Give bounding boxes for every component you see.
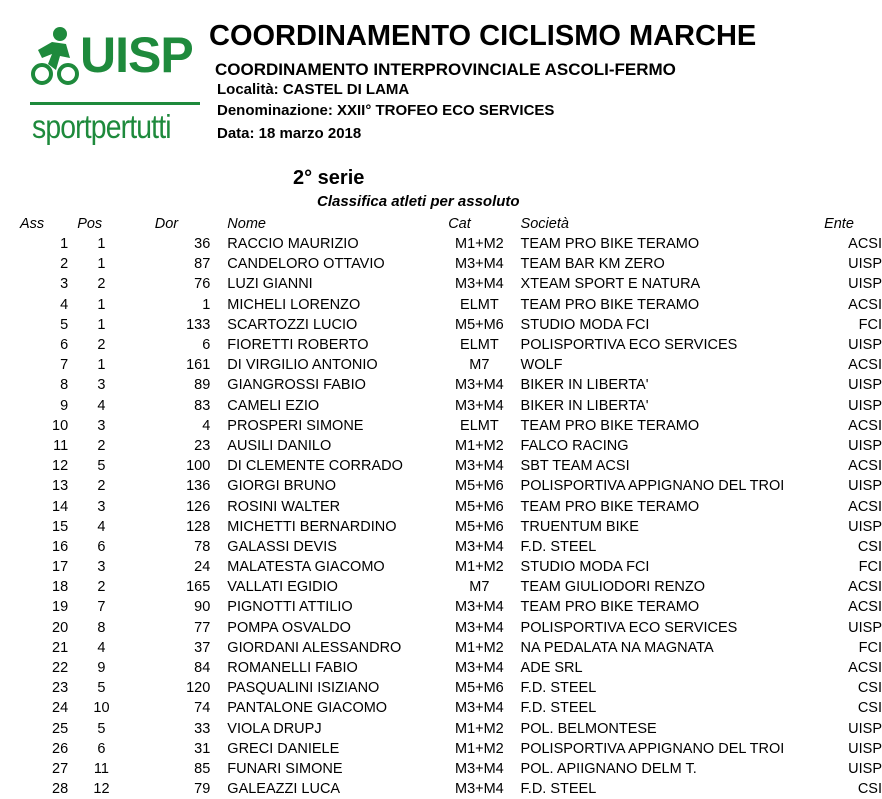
position-cell: 11 [93, 760, 109, 777]
position-cell: 4 [97, 639, 106, 656]
category-cell: M1+M2 [454, 236, 504, 253]
name-cell: LUZI GIANNI [227, 276, 313, 293]
name-cell: DI VIRGILIO ANTONIO [227, 357, 378, 374]
col-ass: Ass [20, 216, 45, 232]
table-row [20, 436, 882, 456]
team-cell: POL. BELMONTESE [520, 720, 657, 737]
name-cell: ROMANELLI FABIO [227, 660, 358, 677]
entity-cell: ACSI [848, 296, 882, 313]
bib-cell: 90 [194, 599, 211, 616]
team-cell: BIKER IN LIBERTA' [520, 377, 649, 394]
position-cell: 4 [97, 397, 106, 414]
team-cell: TEAM GIULIODORI RENZO [520, 579, 706, 596]
category-cell: M3+M4 [454, 256, 504, 273]
position-cell: 1 [97, 357, 106, 374]
position-cell: 9 [97, 660, 106, 677]
col-cat: Cat [448, 216, 471, 232]
team-cell: STUDIO MODA FCI [520, 316, 650, 333]
rank-cell: 14 [52, 498, 69, 515]
entity-cell: UISP [848, 337, 882, 354]
name-cell: GIORDANI ALESSANDRO [227, 639, 402, 656]
category-cell: M5+M6 [454, 518, 504, 535]
rank-cell: 18 [52, 579, 69, 596]
team-cell: WOLF [520, 357, 563, 374]
classifica-title: Classifica atleti per assoluto [317, 193, 520, 210]
bib-cell: 87 [194, 256, 211, 273]
bib-cell: 24 [194, 559, 211, 576]
entity-cell: ACSI [848, 498, 882, 515]
name-cell: PANTALONE GIACOMO [227, 700, 388, 717]
position-cell: 10 [93, 700, 110, 717]
category-cell: M3+M4 [454, 700, 504, 717]
category-cell: M3+M4 [454, 397, 504, 414]
entity-cell: UISP [848, 619, 882, 636]
table-row [20, 396, 882, 416]
rank-cell: 21 [52, 639, 69, 656]
bib-cell: 31 [194, 740, 211, 757]
team-cell: STUDIO MODA FCI [520, 559, 650, 576]
col-pos: Pos [77, 216, 103, 232]
bib-cell: 23 [194, 437, 211, 454]
rank-cell: 7 [60, 357, 69, 374]
rank-cell: 20 [52, 619, 69, 636]
entity-cell: CSI [857, 680, 882, 697]
bib-cell: 77 [194, 619, 211, 636]
bib-cell: 6 [202, 337, 211, 354]
bib-cell: 1 [202, 296, 211, 313]
name-cell: SCARTOZZI LUCIO [227, 316, 358, 333]
team-cell: NA PEDALATA NA MAGNATA [520, 639, 714, 656]
entity-cell: ACSI [848, 417, 882, 434]
bib-cell: 74 [194, 700, 211, 717]
rank-cell: 3 [60, 276, 69, 293]
rank-cell: 13 [52, 478, 69, 495]
series-title: 2° serie [293, 167, 365, 189]
entity-cell: UISP [848, 518, 882, 535]
position-cell: 4 [97, 518, 106, 535]
name-cell: MICHELI LORENZO [227, 296, 361, 313]
table-row [20, 557, 882, 577]
rank-cell: 19 [52, 599, 69, 616]
position-cell: 1 [97, 236, 106, 253]
position-cell: 3 [97, 417, 106, 434]
rank-cell: 25 [52, 720, 69, 737]
name-cell: GIANGROSSI FABIO [227, 377, 366, 394]
position-cell: 8 [97, 619, 106, 636]
category-cell: M5+M6 [454, 680, 504, 697]
rank-cell: 4 [60, 296, 69, 313]
entity-cell: UISP [848, 256, 882, 273]
rank-cell: 17 [52, 559, 69, 576]
bib-cell: 128 [186, 518, 211, 535]
name-cell: CANDELORO OTTAVIO [227, 256, 385, 273]
team-cell: XTEAM SPORT E NATURA [520, 276, 701, 293]
category-cell: M5+M6 [454, 498, 504, 515]
position-cell: 12 [93, 781, 110, 798]
page-subtitle: COORDINAMENTO INTERPROVINCIALE ASCOLI-FERMO [215, 60, 676, 79]
position-cell: 3 [97, 498, 106, 515]
entity-cell: ACSI [848, 357, 882, 374]
rank-cell: 28 [52, 781, 69, 798]
table-row [20, 779, 882, 799]
table-row [20, 315, 882, 335]
name-cell: MALATESTA GIACOMO [227, 559, 385, 576]
entity-cell: ACSI [848, 660, 882, 677]
team-cell: TEAM BAR KM ZERO [520, 256, 665, 273]
rank-cell: 5 [60, 316, 69, 333]
team-cell: TEAM PRO BIKE TERAMO [520, 417, 700, 434]
rank-cell: 15 [52, 518, 69, 535]
category-cell: M1+M2 [454, 559, 504, 576]
col-societa: Società [520, 216, 569, 232]
position-cell: 1 [97, 256, 106, 273]
position-cell: 2 [97, 276, 106, 293]
category-cell: M3+M4 [454, 660, 504, 677]
rank-cell: 8 [60, 377, 69, 394]
table-row [20, 416, 882, 436]
entity-cell: CSI [857, 538, 882, 555]
table-row [20, 537, 882, 557]
category-cell: M3+M4 [454, 276, 504, 293]
position-cell: 2 [97, 437, 106, 454]
table-row [20, 698, 882, 718]
position-cell: 6 [97, 538, 106, 555]
team-cell: TEAM PRO BIKE TERAMO [520, 296, 700, 313]
position-cell: 5 [97, 720, 106, 737]
category-cell: ELMT [460, 417, 499, 434]
position-cell: 7 [97, 599, 106, 616]
uisp-logo [30, 22, 210, 152]
bib-cell: 78 [194, 538, 211, 555]
category-cell: M1+M2 [454, 720, 504, 737]
rank-cell: 23 [52, 680, 69, 697]
logo-divider [30, 102, 200, 105]
bib-cell: 89 [194, 377, 211, 394]
name-cell: GIORGI BRUNO [227, 478, 337, 495]
entity-cell: UISP [848, 760, 882, 777]
team-cell: F.D. STEEL [520, 781, 597, 798]
category-cell: M3+M4 [454, 760, 504, 777]
rank-cell: 16 [52, 538, 69, 555]
team-cell: ADE SRL [520, 660, 583, 677]
team-cell: BIKER IN LIBERTA' [520, 397, 649, 414]
position-cell: 3 [97, 559, 106, 576]
name-cell: GALASSI DEVIS [227, 538, 337, 555]
bib-cell: 36 [194, 236, 211, 253]
team-cell: TEAM PRO BIKE TERAMO [520, 599, 700, 616]
bib-cell: 165 [186, 579, 211, 596]
event-date: Data: 18 marzo 2018 [217, 125, 362, 142]
entity-cell: ACSI [848, 579, 882, 596]
category-cell: M3+M4 [454, 619, 504, 636]
cyclist-figure-icon [30, 24, 80, 86]
entity-cell: UISP [848, 437, 882, 454]
name-cell: GALEAZZI LUCA [227, 781, 341, 798]
col-nome: Nome [227, 216, 266, 232]
table-row [20, 496, 882, 516]
bib-cell: 83 [194, 397, 211, 414]
table-row [20, 719, 882, 739]
category-cell: M3+M4 [454, 599, 504, 616]
table-row [20, 295, 882, 315]
name-cell: GRECI DANIELE [227, 740, 340, 757]
table-row [20, 618, 882, 638]
position-cell: 1 [97, 296, 106, 313]
table-row [20, 375, 882, 395]
name-cell: PASQUALINI ISIZIANO [227, 680, 380, 697]
name-cell: PROSPERI SIMONE [227, 417, 364, 434]
name-cell: MICHETTI BERNARDINO [227, 518, 397, 535]
team-cell: F.D. STEEL [520, 680, 597, 697]
rank-cell: 9 [60, 397, 69, 414]
team-cell: POLISPORTIVA APPIGNANO DEL TROI [520, 478, 785, 495]
localita: Località: CASTEL DI LAMA [217, 81, 410, 98]
table-row [20, 638, 882, 658]
position-cell: 5 [97, 680, 106, 697]
entity-cell: UISP [848, 740, 882, 757]
bib-cell: 133 [186, 316, 211, 333]
name-cell: PIGNOTTI ATTILIO [227, 599, 353, 616]
category-cell: M1+M2 [454, 437, 504, 454]
entity-cell: ACSI [848, 458, 882, 475]
entity-cell: CSI [857, 700, 882, 717]
bib-cell: 161 [186, 357, 211, 374]
table-row [20, 597, 882, 617]
category-cell: M7 [469, 357, 490, 374]
table-row [20, 658, 882, 678]
position-cell: 1 [97, 316, 106, 333]
rank-cell: 10 [52, 417, 69, 434]
category-cell: M3+M4 [454, 538, 504, 555]
name-cell: RACCIO MAURIZIO [227, 236, 359, 253]
logo-brand: UISP [80, 27, 193, 83]
category-cell: ELMT [460, 337, 499, 354]
rank-cell: 26 [52, 740, 69, 757]
table-header [20, 214, 882, 234]
bib-cell: 76 [194, 276, 211, 293]
entity-cell: UISP [848, 377, 882, 394]
category-cell: ELMT [460, 296, 499, 313]
team-cell: TRUENTUM BIKE [520, 518, 639, 535]
team-cell: POL. APIIGNANO DELM T. [520, 760, 697, 777]
bib-cell: 37 [194, 639, 211, 656]
bib-cell: 136 [186, 478, 211, 495]
entity-cell: ACSI [848, 236, 882, 253]
bib-cell: 126 [186, 498, 211, 515]
rank-cell: 11 [53, 437, 69, 454]
rank-cell: 24 [52, 700, 69, 717]
category-cell: M3+M4 [454, 781, 504, 798]
team-cell: SBT TEAM ACSI [520, 458, 630, 475]
name-cell: VIOLA DRUPJ [227, 720, 322, 737]
position-cell: 6 [97, 740, 106, 757]
team-cell: TEAM PRO BIKE TERAMO [520, 498, 700, 515]
position-cell: 2 [97, 579, 106, 596]
entity-cell: UISP [848, 720, 882, 737]
results-table [20, 214, 882, 799]
table-row [20, 678, 882, 698]
table-row [20, 577, 882, 597]
name-cell: FUNARI SIMONE [227, 760, 343, 777]
denominazione: Denominazione: XXII° TROFEO ECO SERVICES [217, 102, 555, 119]
position-cell: 5 [97, 458, 106, 475]
table-row [20, 234, 882, 254]
table-row [20, 759, 882, 779]
category-cell: M1+M2 [454, 639, 504, 656]
bib-cell: 120 [186, 680, 211, 697]
logo-tagline: sportpertutti [32, 108, 171, 145]
category-cell: M3+M4 [454, 377, 504, 394]
name-cell: FIORETTI ROBERTO [227, 337, 369, 354]
table-row [20, 456, 882, 476]
page-title: COORDINAMENTO CICLISMO MARCHE [209, 20, 757, 52]
rank-cell: 1 [60, 236, 69, 253]
entity-cell: UISP [848, 478, 882, 495]
category-cell: M5+M6 [454, 478, 504, 495]
table-row [20, 355, 882, 375]
position-cell: 2 [97, 478, 106, 495]
table-row [20, 739, 882, 759]
name-cell: CAMELI EZIO [227, 397, 320, 414]
entity-cell: UISP [848, 276, 882, 293]
rank-cell: 12 [52, 458, 69, 475]
team-cell: F.D. STEEL [520, 538, 597, 555]
bib-cell: 85 [194, 760, 211, 777]
table-row [20, 274, 882, 294]
name-cell: POMPA OSVALDO [227, 619, 351, 636]
category-cell: M1+M2 [454, 740, 504, 757]
category-cell: M3+M4 [454, 458, 504, 475]
rank-cell: 6 [60, 337, 69, 354]
entity-cell: UISP [848, 397, 882, 414]
entity-cell: FCI [858, 639, 882, 656]
team-cell: F.D. STEEL [520, 700, 597, 717]
position-cell: 3 [97, 377, 106, 394]
name-cell: DI CLEMENTE CORRADO [227, 458, 403, 475]
name-cell: ROSINI WALTER [227, 498, 341, 515]
bib-cell: 4 [202, 417, 211, 434]
table-row [20, 254, 882, 274]
table-row [20, 517, 882, 537]
entity-cell: ACSI [848, 599, 882, 616]
team-cell: TEAM PRO BIKE TERAMO [520, 236, 700, 253]
rank-cell: 27 [52, 760, 69, 777]
bib-cell: 33 [194, 720, 211, 737]
rank-cell: 2 [60, 256, 69, 273]
position-cell: 2 [97, 337, 106, 354]
entity-cell: FCI [858, 559, 882, 576]
name-cell: AUSILI DANILO [227, 437, 332, 454]
entity-cell: FCI [858, 316, 882, 333]
category-cell: M7 [469, 579, 490, 596]
bib-cell: 100 [186, 458, 211, 475]
team-cell: FALCO RACING [520, 437, 629, 454]
team-cell: POLISPORTIVA ECO SERVICES [520, 337, 738, 354]
team-cell: POLISPORTIVA APPIGNANO DEL TROI [520, 740, 785, 757]
bib-cell: 79 [194, 781, 211, 798]
entity-cell: CSI [857, 781, 882, 798]
col-dor: Dor [154, 216, 179, 232]
col-ente: Ente [824, 216, 854, 232]
table-row [20, 335, 882, 355]
rank-cell: 22 [52, 660, 69, 677]
name-cell: VALLATI EGIDIO [227, 579, 338, 596]
table-row [20, 476, 882, 496]
category-cell: M5+M6 [454, 316, 504, 333]
bib-cell: 84 [194, 660, 211, 677]
team-cell: POLISPORTIVA ECO SERVICES [520, 619, 738, 636]
